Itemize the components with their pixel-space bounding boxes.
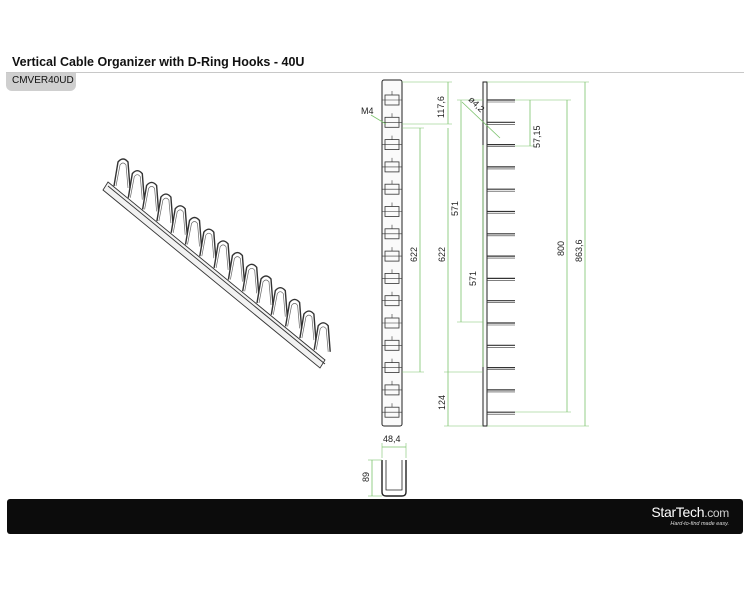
dim-phi-4-2-label: ø4,2: [466, 94, 487, 115]
brand-logo: [651, 504, 729, 527]
dim-571-bottom-label: 571: [468, 270, 478, 286]
dim-863-6-label: 863,6: [574, 239, 584, 262]
dim-m4-label: M4: [361, 106, 374, 116]
sku-badge: CMVER40UD: [6, 73, 76, 91]
dim-622-side-label: 622: [437, 246, 447, 262]
dim-800-label: 800: [556, 240, 566, 256]
section-view: [368, 443, 406, 496]
brand-tagline: Hard-to-find made easy.: [670, 521, 729, 527]
footer-bar: [7, 499, 743, 534]
dim-117-6-label: 117,6: [436, 96, 446, 118]
dim-124-label: 124: [437, 394, 447, 410]
brand-suffix: .com: [704, 506, 729, 520]
dim-57-15-label: 57,15: [532, 125, 542, 148]
side-view: [444, 82, 589, 426]
brand-name: StarTech: [651, 504, 705, 520]
dim-89-label: 89: [361, 471, 371, 482]
dim-48-4-label: 48,4: [383, 434, 401, 444]
dim-571-top-label: 571: [450, 200, 460, 216]
isometric-view: [103, 159, 330, 368]
dim-622-front-label: 622: [409, 246, 419, 262]
page-title: Vertical Cable Organizer with D-Ring Hooks - 40U: [12, 55, 305, 69]
